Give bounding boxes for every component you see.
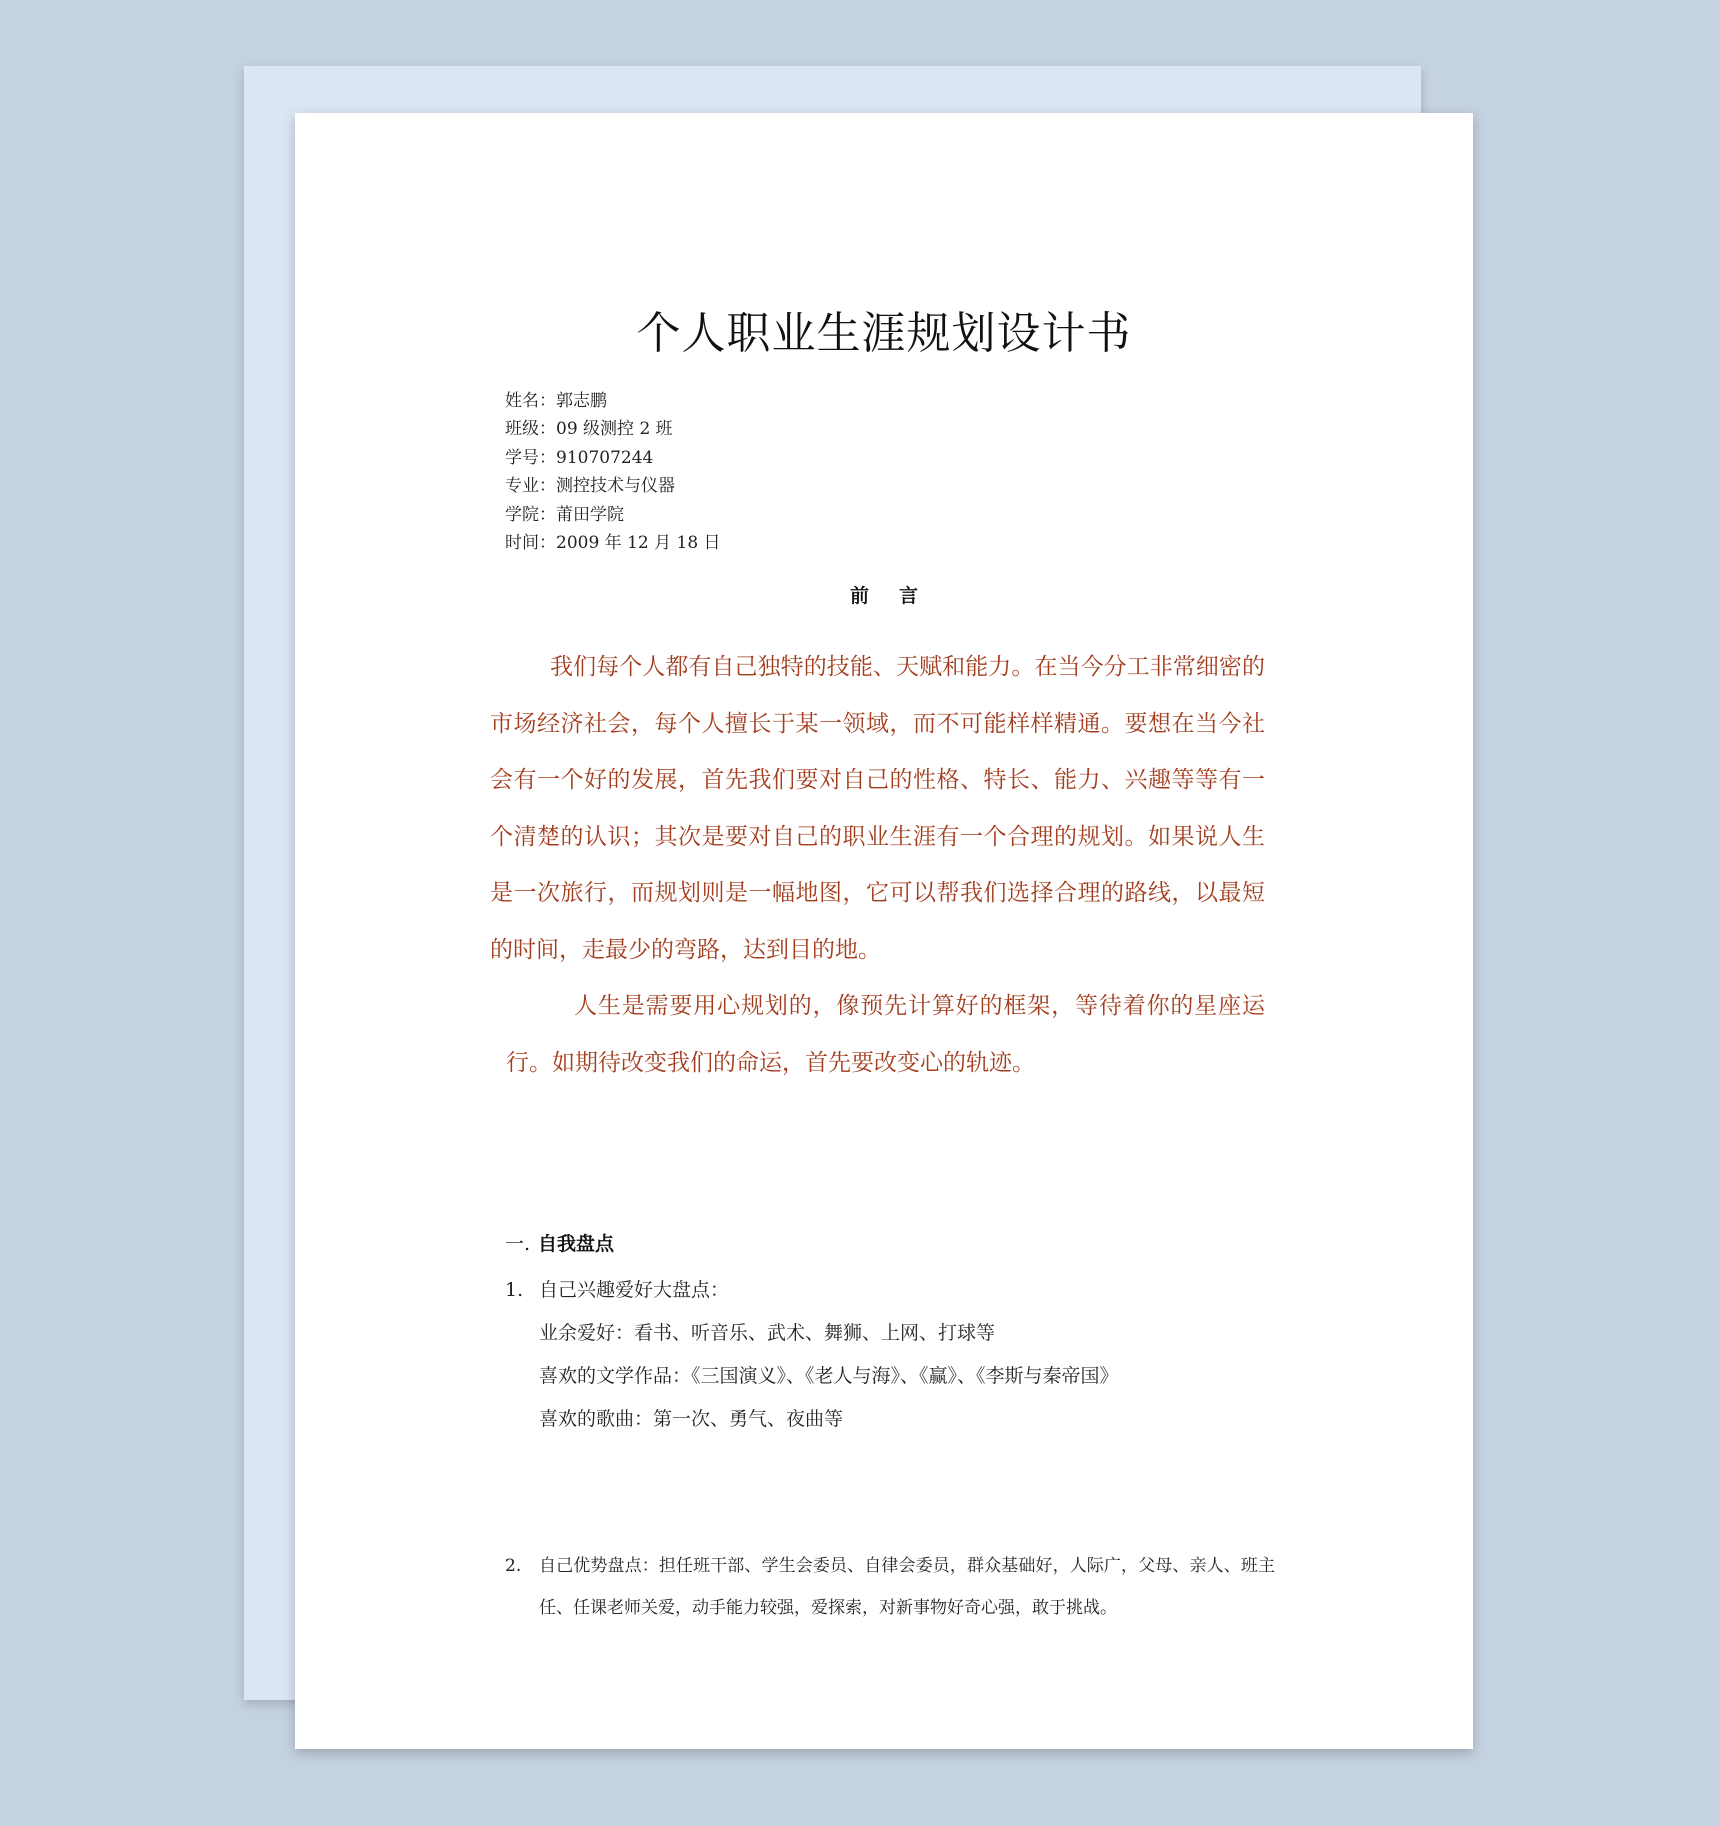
item-text: 自己优势盘点：担任班干部、学生会委员、自律会委员，群众基础好，人际广，父母、亲人、班主任、任课老师关爱，动手能力较强，爱探索，对新事物好奇心强，敢于挑战。 (539, 1556, 1275, 1618)
item-line: 业余爱好：看书、听音乐、武术、舞狮、上网、打球等 (539, 1322, 996, 1344)
preface-heading: 前言 (849, 585, 948, 607)
list-marker: 1. (505, 1279, 524, 1301)
item-line: 自己兴趣爱好大盘点： (539, 1279, 730, 1301)
list-marker: 2. (505, 1556, 522, 1576)
info-date: 时间：2009 年 12 月 18 日 (505, 533, 721, 554)
list-item (505, 1545, 1275, 1629)
document-title: 个人职业生涯规划设计书 (636, 308, 1132, 359)
document-page (295, 113, 1473, 1749)
section-number: 一. (505, 1233, 531, 1255)
list-item (505, 1269, 1275, 1441)
info-major: 专业：测控技术与仪器 (505, 476, 675, 497)
personal-info (505, 387, 721, 557)
info-name: 姓名：郭志鹏 (505, 391, 607, 411)
item-line: 喜欢的歌曲：第一次、勇气、夜曲等 (539, 1408, 844, 1430)
info-class: 班级：09 级测控 2 班 (505, 419, 673, 440)
preface-paragraph: 我们每个人都有自己独特的技能、天赋和能力。在当今分工非常细密的市场经济社会，每个人擅长于某一领域，而不可能样样精通。要想在当今社会有一个好的发展，首先我们要对自己的性格、特长、能力、兴趣等等有一个清楚的认识；其次是要对自己的职业生涯有一个合理的规划。如果说人生是一次旅行，而规划则是一幅地图，它可以帮我们选择合理的路线，以最短的时间，走最少的弯路，达到目的地。 (490, 654, 1265, 963)
preface-body (490, 639, 1265, 1091)
preface-paragraph: 人生是需要用心规划的，像预先计算好的框架，等待着你的星座运行。如期待改变我们的命运，首先要改变心的轨迹。 (506, 993, 1265, 1076)
info-student-id: 学号：910707244 (505, 447, 654, 468)
info-college: 学院：莆田学院 (505, 504, 624, 525)
item-line: 喜欢的文学作品：《三国演义》、《老人与海》、《赢》、《李斯与秦帝国》 (539, 1365, 1119, 1387)
section-title: 自我盘点 (538, 1233, 615, 1255)
section-heading (505, 1229, 614, 1256)
